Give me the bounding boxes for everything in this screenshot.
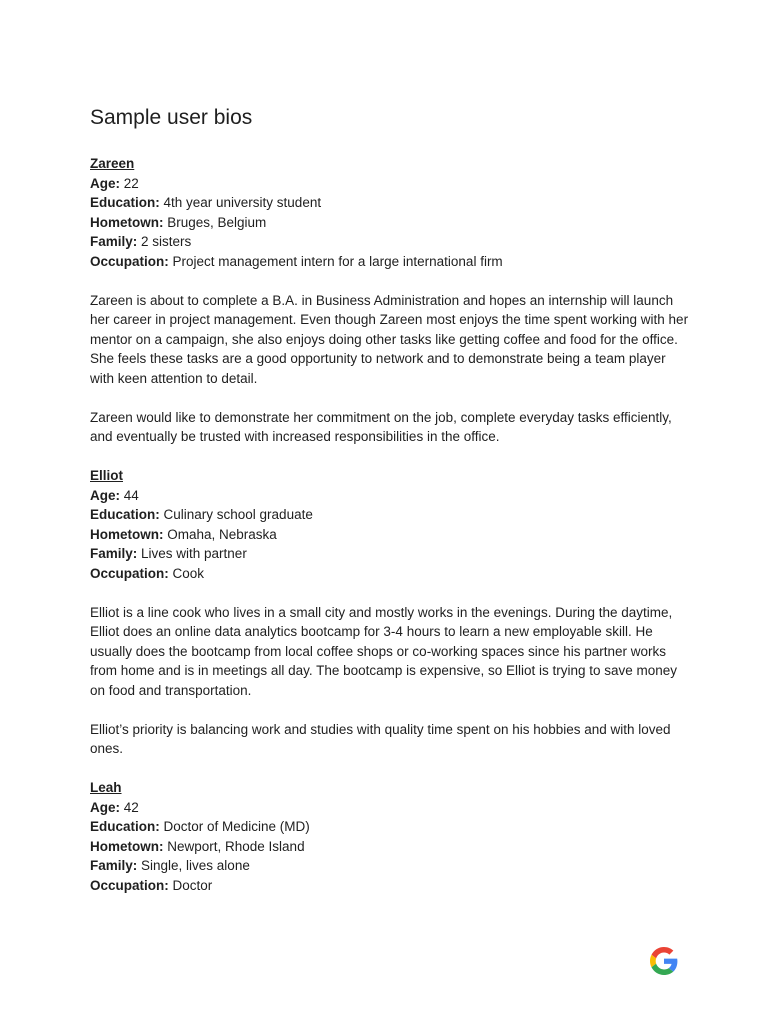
bio-family: Family: Single, lives alone [90,858,250,873]
bio-education: Education: Culinary school graduate [90,507,313,522]
bio-name: Leah [90,780,122,795]
bio-education: Education: Doctor of Medicine (MD) [90,819,310,834]
bio-leah [90,778,690,895]
bio-occupation: Occupation: Doctor [90,877,213,893]
bio-paragraph: Elliot is a line cook who lives in a small city and mostly works in the evenings. During the daytime, Elliot does an online data analytics bootcamp for 3-4 hours to learn a new employable skill. He usually does the bootcamp from local coffee shops or co-working spaces since his partner works from home and is in meetings all day. The bootcamp is expensive, so Elliot is trying to save money on food and transportation. [90,604,678,698]
bio-hometown: Hometown: Newport, Rhode Island [90,838,305,854]
bio-family: Family: Lives with partner [90,546,247,561]
bio-age: Age: 22 [90,175,139,191]
bio-name: Elliot [90,468,123,483]
bio-paragraph: Elliot’s priority is balancing work and studies with quality time spent on his hobbies and with loved ones. [90,721,671,756]
bio-hometown: Hometown: Omaha, Nebraska [90,526,277,542]
bio-age: Age: 42 [90,799,139,815]
page-title: Sample user bios [90,106,253,129]
bio-elliot [90,466,690,759]
bio-occupation: Occupation: Cook [90,565,205,581]
bio-hometown: Hometown: Bruges, Belgium [90,214,267,230]
bio-paragraph: Zareen is about to complete a B.A. in Business Administration and hopes an internship will launch her career in project management. Even though Zareen most enjoys the time spent working with her mentor on a campaign, she also enjoys doing other tasks like getting coffee and food for the office. She feels these tasks are a good opportunity to network and to demonstrate being a team player with keen attention to detail. [90,292,689,386]
bio-education: Education: 4th year university student [90,195,322,210]
bio-occupation: Occupation: Project management intern for a large international firm [90,253,503,269]
document-page [90,104,690,915]
bio-zareen [90,154,690,447]
bio-age: Age: 44 [90,487,139,503]
bio-family: Family: 2 sisters [90,234,192,249]
google-g-logo-icon [650,947,678,975]
bio-name: Zareen [90,156,135,171]
bio-paragraph: Zareen would like to demonstrate her commitment on the job, complete everyday tasks efficiently, and eventually be trusted with increased responsibilities in the office. [90,409,672,444]
